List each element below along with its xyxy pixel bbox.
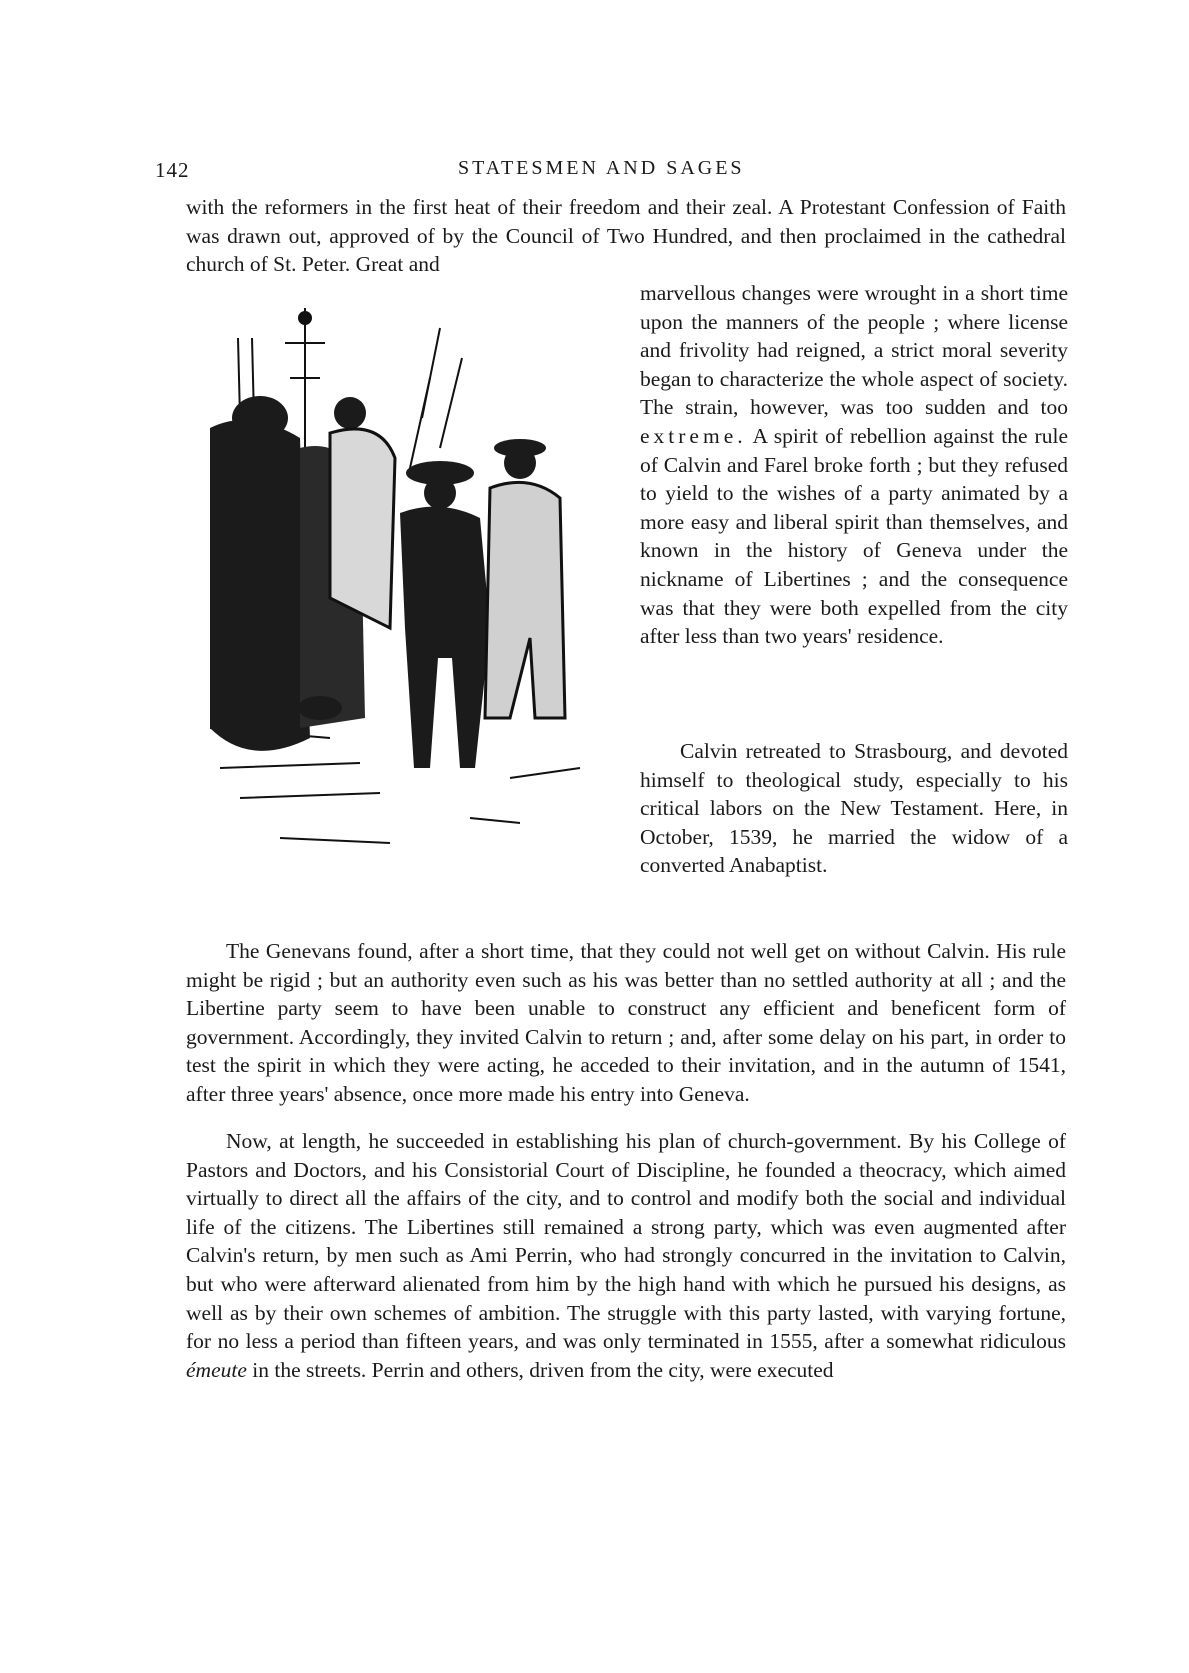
side-text-b: A spirit of rebellion against the rule of Calvin and Farel broke forth ; but they refused to yield to the wishes of a party animated by a more easy and liberal spirit than themselves, and known in the history of Geneva under the nickname of Libertines ; and the consequence was that they were both expelled from the city after less than two years' residence. [640, 423, 1068, 649]
spaced-word: extreme. [640, 423, 747, 448]
paragraph-text-a: Now, at length, he succeeded in establishing his plan of church-government. By his College of Pastors and Doctors, and his Consistorial Court of Discipline, he founded a theocracy, which aimed virtually to direct all the affairs of the city, and to control and modify both the social and individual life of the citizens. The Libertines still remained a strong party, which was even augmented after Calvin's return, by men such as Ami Perrin, who had strongly concurred in the invitation to Calvin, but who were afterward alienated from him by the high hand with which he pursued his designs, as well as by their own schemes of ambition. The struggle with this party lasted, with varying fortune, for no less a period than fifteen years, and was only terminated in 1555, after a somewhat ridiculous [186, 1129, 1066, 1354]
procession-illustration [190, 298, 602, 863]
side-paragraph-2: Calvin retreated to Strasbourg, and devoted himself to theological study, especially to his critical labors on the New Testament. Here, in October, 1539, he married the widow of a converted Anabaptist. [640, 739, 1068, 878]
page-number: 142 [155, 158, 190, 182]
italic-word: émeute [186, 1357, 247, 1382]
paragraph-church-government [186, 1127, 1066, 1384]
running-title: STATESMEN AND SAGES [458, 157, 745, 179]
side-paragraph-1 [640, 279, 1068, 651]
side-text-a: marvellous changes were wrought in a short time upon the manners of the people ; where license and frivolity had reigned, a strict moral severity began to characterize the whole aspect of society. The strain, however, was too sudden and too [640, 281, 1068, 420]
paragraph-text-b: in the streets. Perrin and others, driven from the city, were executed [252, 1357, 834, 1382]
paragraph-genevans: The Genevans found, after a short time, that they could not well get on without Calvin. His rule might be rigid ; but an authority even such as his was better than no settled authority at all ; and the Libertine party seem to have been unable to construct any efficient and beneficent form of government. Accordingly, they invited Calvin to return ; and, after some delay on his part, in order to test the spirit in which they were acting, he acceded to their invitation, and in the autumn of 1541, after three years' absence, once more made his entry into Geneva. [186, 939, 1066, 1106]
paragraph-opening: with the reformers in the first heat of their freedom and their zeal. A Protestant Confession of Faith was drawn out, approved of by the Council of Two Hundred, and then proclaimed in the cathedral church of St. Peter. Great and [186, 195, 1066, 277]
